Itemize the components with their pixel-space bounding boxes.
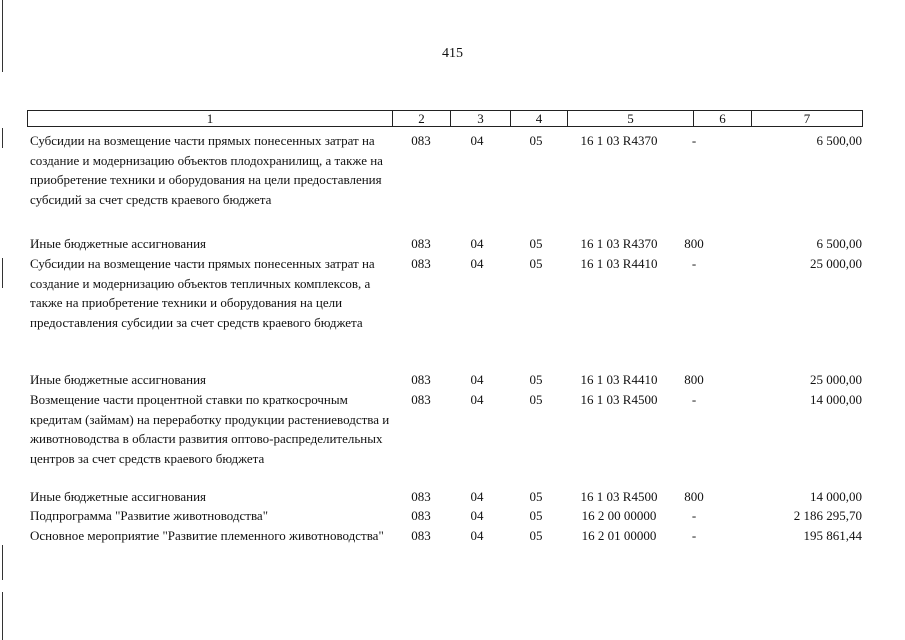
row-col-5: 16 1 03 R4500 (580, 489, 658, 504)
row-col-3: 04 (470, 256, 484, 271)
row-col-4: 05 (529, 508, 543, 523)
row-name: Иные бюджетные ассигнования (30, 372, 207, 387)
row-col-7: 6 500,00 (816, 133, 862, 148)
row-col-2: 083 (411, 133, 431, 148)
row-name: Основное мероприятие "Развитие племенного животноводства" (30, 528, 384, 543)
row-col-2: 083 (411, 372, 431, 387)
row-col-6: - (691, 392, 697, 407)
page-number: 415 (442, 46, 463, 61)
table-header (27, 110, 863, 127)
row-name: Иные бюджетные ассигнования (30, 236, 207, 251)
row-col-4: 05 (529, 133, 543, 148)
row-col-3: 04 (470, 236, 484, 251)
row-col-3: 04 (470, 508, 484, 523)
row-col-2: 083 (411, 392, 431, 407)
header-col-4: 4 (535, 111, 543, 126)
row-col-4: 05 (529, 236, 543, 251)
row-col-7: 25 000,00 (810, 372, 862, 387)
row-col-4: 05 (529, 372, 543, 387)
row-col-4: 05 (529, 256, 543, 271)
row-col-5: 16 1 03 R4410 (580, 256, 658, 271)
header-col-5: 5 (627, 111, 634, 126)
row-col-6: - (691, 508, 697, 523)
row-col-3: 04 (470, 528, 484, 543)
row-col-6: 800 (684, 372, 704, 387)
row-name: Подпрограмма "Развитие животноводства" (30, 508, 269, 523)
row-col-6: - (691, 528, 697, 543)
row-col-5: 16 1 03 R4410 (580, 372, 658, 387)
scan-edge-mark (2, 128, 3, 148)
row-col-2: 083 (411, 236, 431, 251)
row-col-3: 04 (470, 133, 484, 148)
row-col-7: 14 000,00 (810, 489, 862, 504)
row-col-4: 05 (529, 489, 543, 504)
row-col-5: 16 2 00 00000 (581, 508, 657, 523)
row-col-7: 25 000,00 (810, 256, 862, 271)
row-col-5: 16 2 01 00000 (581, 528, 657, 543)
row-col-5: 16 1 03 R4370 (580, 236, 658, 251)
row-name: Субсидии на возмещение части прямых понесенных затрат на создание и модернизацию объектов плодохранилищ, а также на приобретение техники и оборудования на цели предоставления субсидий за счет средств краевого бюджета (30, 133, 383, 207)
row-col-5: 16 1 03 R4370 (580, 133, 658, 148)
row-col-3: 04 (470, 489, 484, 504)
row-col-2: 083 (411, 528, 431, 543)
row-col-4: 05 (529, 392, 543, 407)
row-name: Возмещение части процентной ставки по краткосрочным кредитам (займам) на переработку продукции растениеводства и животноводства в области развития оптово-распределительных центров за счет средств краевого бюджета (30, 392, 390, 466)
row-col-6: - (691, 256, 697, 271)
header-col-6: 6 (719, 111, 726, 126)
row-col-7: 195 861,44 (803, 528, 862, 543)
row-col-3: 04 (470, 392, 484, 407)
row-name: Иные бюджетные ассигнования (30, 489, 207, 504)
header-col-1: 1 (206, 111, 214, 126)
row-col-4: 05 (529, 528, 543, 543)
row-col-2: 083 (411, 256, 431, 271)
row-col-6: 800 (684, 236, 704, 251)
header-col-2: 2 (418, 111, 425, 126)
scan-edge-mark (2, 592, 3, 640)
row-col-2: 083 (411, 489, 431, 504)
row-col-6: 800 (684, 489, 704, 504)
row-col-5: 16 1 03 R4500 (580, 392, 658, 407)
row-col-7: 2 186 295,70 (793, 508, 862, 523)
row-col-3: 04 (470, 372, 484, 387)
row-name: Субсидии на возмещение части прямых понесенных затрат на создание и модернизацию объектов тепличных комплексов, а также на приобретение техники и оборудования на цели предоставления субсидии за счет средств краевого бюджета (30, 256, 375, 330)
row-col-7: 6 500,00 (816, 236, 862, 251)
scan-edge-mark (2, 258, 3, 288)
row-col-2: 083 (411, 508, 431, 523)
header-col-7: 7 (803, 111, 811, 126)
row-col-7: 14 000,00 (810, 392, 862, 407)
scan-edge-mark (2, 545, 3, 580)
row-col-6: - (691, 133, 697, 148)
header-col-3: 3 (477, 111, 484, 126)
